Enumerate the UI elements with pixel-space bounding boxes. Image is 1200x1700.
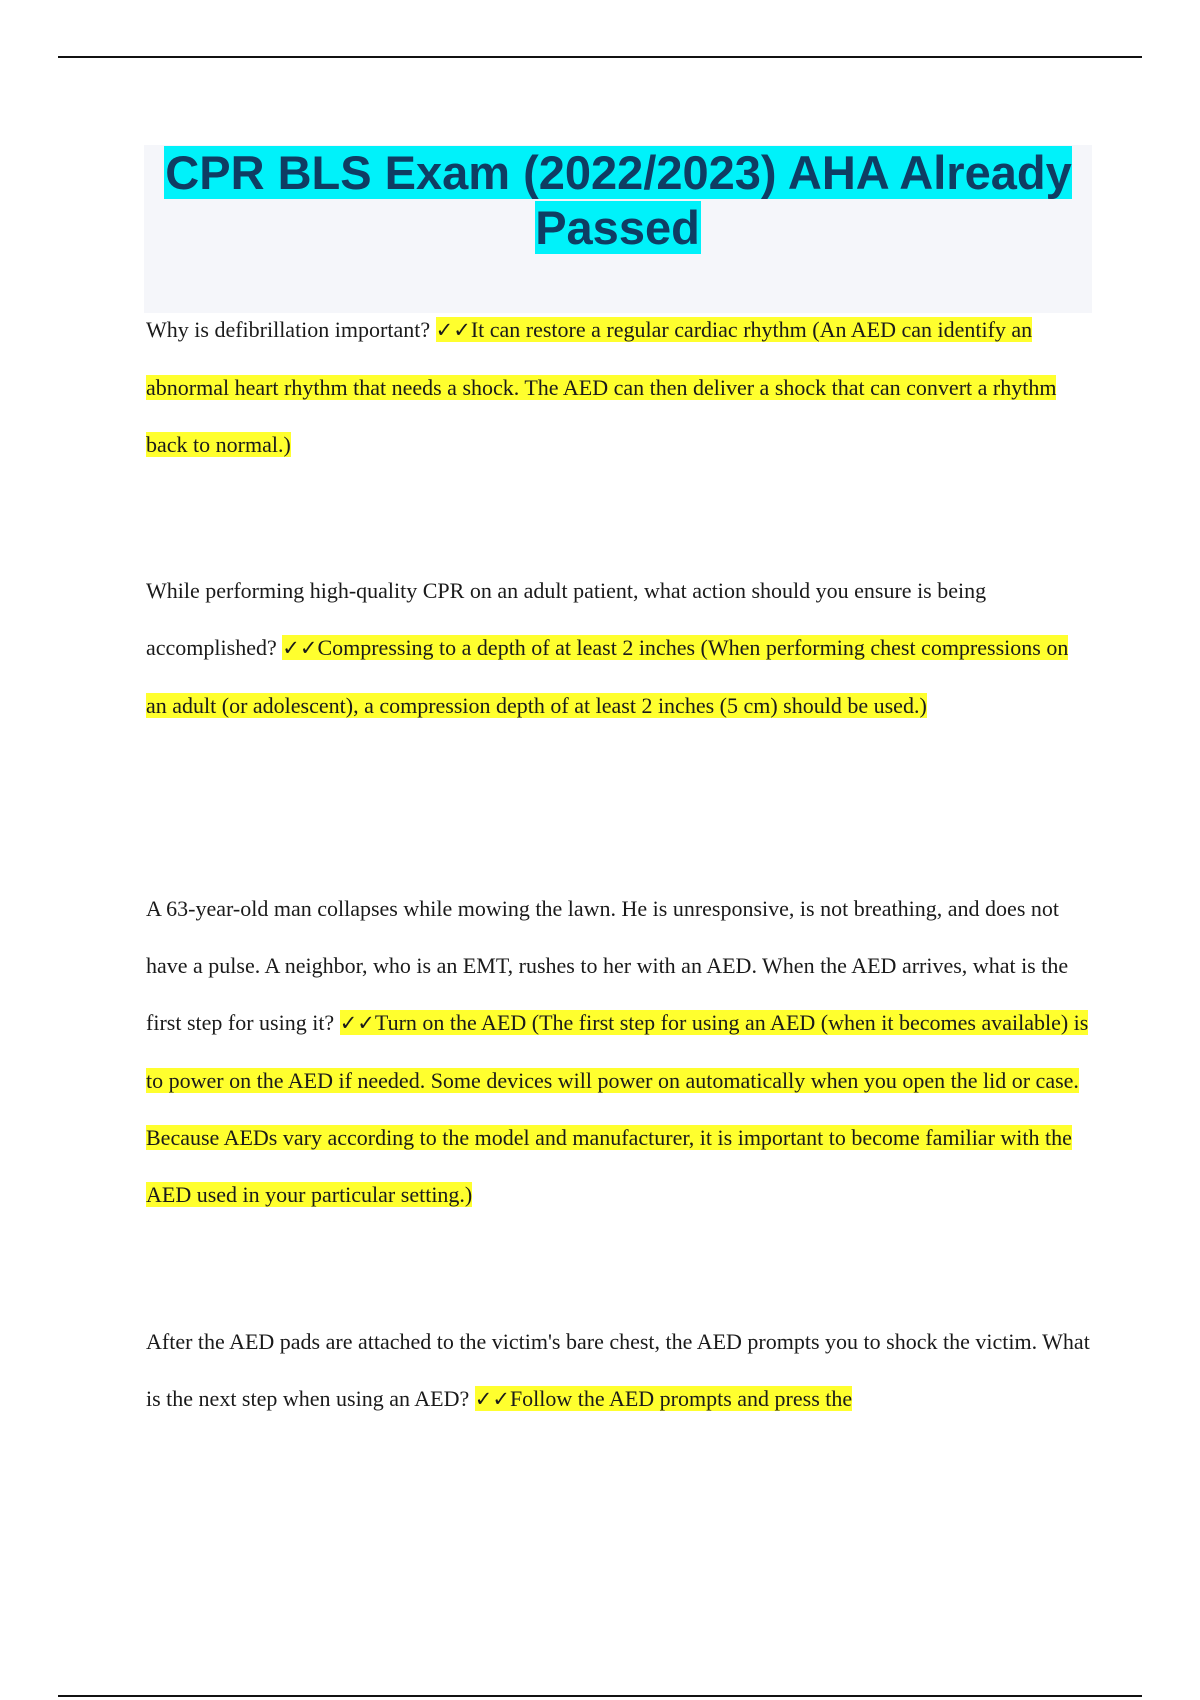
checkmark-icon: ✓✓ (435, 318, 471, 342)
question-3: A 63-year-old man collapses while mowing the lawn. He is unresponsive, is not breathing, and does not have a pulse. A neighbor, who is an EMT, rushes to her with an AED. When the AED arrives, what is the first step for using it? (146, 896, 1069, 1035)
answer-3 (146, 1010, 1088, 1207)
qa-item-2 (146, 562, 1090, 734)
qa-item-1 (146, 301, 1090, 473)
document-title-text: CPR BLS Exam (2022/2023) AHA Already Passed (165, 146, 1072, 254)
question-4: After the AED pads are attached to the victim's bare chest, the AED prompts you to shock the victim. What is the next step when using an AED? (146, 1329, 1090, 1411)
answer-2-text: Compressing to a depth of at least 2 inches (When performing chest compressions on an adult (or adolescent), a compression depth of at least 2 inches (5 cm) should be used.) (146, 635, 1069, 718)
question-2: While performing high-quality CPR on an adult patient, what action should you ensure is being accomplished? (146, 578, 987, 660)
question-1: Why is defibrillation important? (146, 317, 431, 342)
qa-item-3 (146, 880, 1090, 1223)
qa-item-4 (146, 1313, 1090, 1428)
checkmark-icon: ✓✓ (339, 1011, 375, 1035)
checkmark-icon: ✓✓ (282, 636, 318, 660)
answer-3-text: Turn on the AED (The first step for using an AED (when it becomes available) is to power on the AED if needed. Some devices will power on automatically when you open the lid or case. Because AEDs vary according to the model and manufacturer, it is important to become familiar with the AED used in your particular setting.) (146, 1010, 1089, 1207)
answer-2 (146, 635, 1068, 718)
answer-4 (475, 1386, 852, 1411)
answer-1-text: It can restore a regular cardiac rhythm (An AED can identify an abnormal heart rhythm that needs a shock. The AED can then deliver a shock that can convert a rhythm back to normal.) (146, 317, 1057, 457)
answer-4-text: Follow the AED prompts and press the (509, 1386, 853, 1411)
title-block (144, 145, 1092, 313)
document-title (144, 145, 1092, 255)
checkmark-icon: ✓✓ (474, 1387, 510, 1411)
top-rule (58, 56, 1142, 58)
bottom-rule (58, 1695, 1142, 1697)
